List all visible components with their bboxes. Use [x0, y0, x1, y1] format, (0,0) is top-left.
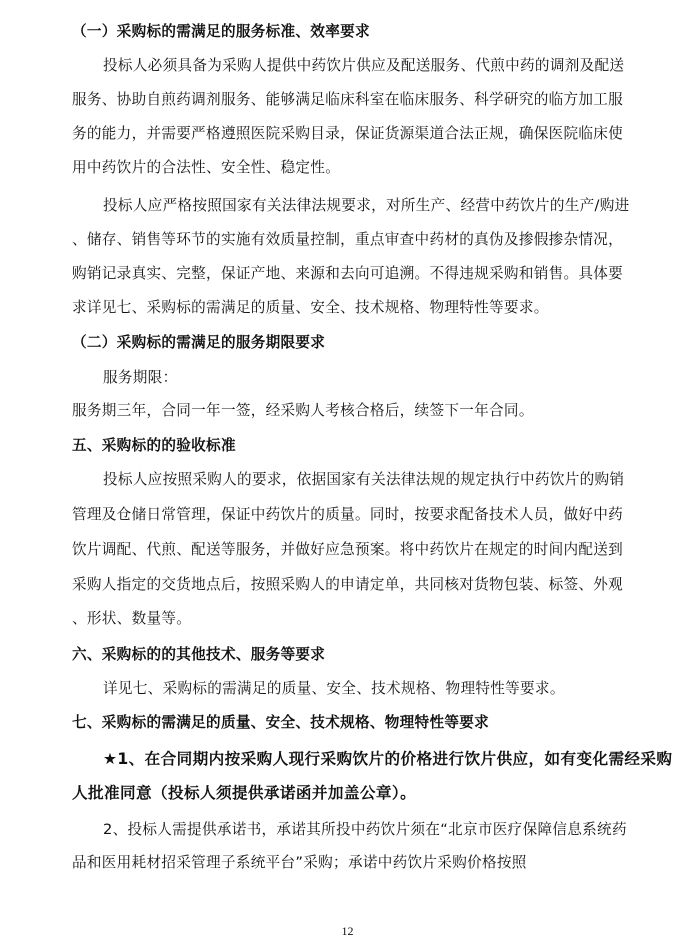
paragraph-line: 服务、协助自煎药调剂服务、能够满足临床科室在临床服务、科学研究的临方加工服	[72, 91, 624, 108]
paragraph-line: 采购人指定的交货地点后，按照采购人的申请定单，共同核对货物包装、标签、外观	[72, 576, 624, 593]
paragraph-line: 2、投标人需提供承诺书，承诺其所投中药饮片须在“北京市医疗保障信息系统药	[103, 821, 627, 838]
paragraph-line: 投标人必须具备为采购人提供中药饮片供应及配送服务、代煎中药的调剂及配送	[103, 57, 625, 74]
starred-requirement-line: 人批准同意（投标人须提供承诺函并加盖公章）。	[72, 784, 417, 802]
paragraph-line: 务的能力，并需要严格遵照医院采购目录，保证货源渠道合法正规，确保医院临床使	[72, 125, 624, 142]
paragraph-line: 、形状、数量等。	[72, 610, 192, 627]
paragraph-line: 求详见七、采购标的需满足的质量、安全、技术规格、物理特性等要求。	[72, 299, 549, 316]
section-heading-service-standard: （一）采购标的需满足的服务标准、效率要求	[72, 23, 370, 40]
service-period-label: 服务期限：	[103, 369, 178, 386]
section-heading-acceptance: 五、采购标的的验收标准	[72, 437, 236, 454]
service-period-text: 服务期三年，合同一年一签，经采购人考核合格后，续签下一年合同。	[72, 402, 534, 419]
paragraph-line: 、储存、销售等环节的实施有效质量控制，重点审查中药材的真伪及掺假掺杂情况，	[72, 231, 624, 248]
section-heading-other-requirements: 六、采购标的的其他技术、服务等要求	[72, 646, 326, 663]
page-number: 12	[341, 924, 354, 938]
section-heading-quality: 七、采购标的需满足的质量、安全、技术规格、物理特性等要求	[72, 714, 490, 731]
paragraph-line: 购销记录真实、完整，保证产地、来源和去向可追溯。不得违规采购和销售。具体要	[72, 265, 624, 282]
paragraph-line: 饮片调配、代煎、配送等服务，并做好应急预案。将中药饮片在规定的时间内配送到	[72, 541, 624, 558]
paragraph-line: 投标人应按照采购人的要求，依据国家有关法律法规的规定执行中药饮片的购销	[103, 471, 625, 488]
paragraph-line: 投标人应严格按照国家有关法律法规要求，对所生产、经营中药饮片的生产/购进	[103, 197, 630, 214]
paragraph-line: 详见七、采购标的需满足的质量、安全、技术规格、物理特性等要求。	[103, 680, 565, 697]
section-heading-service-period: （二）采购标的需满足的服务期限要求	[72, 334, 326, 351]
starred-requirement-line: ★1、在合同期内按采购人现行采购饮片的价格进行饮片供应，如有变化需经采购	[103, 750, 673, 768]
paragraph-line: 管理及仓储日常管理，保证中药饮片的质量。同时，按要求配备技术人员，做好中药	[72, 506, 624, 523]
paragraph-line: 用中药饮片的合法性、安全性、稳定性。	[72, 159, 341, 176]
paragraph-line: 品和医用耗材招采管理子系统平台”采购；承诺中药饮片采购价格按照	[72, 854, 527, 871]
